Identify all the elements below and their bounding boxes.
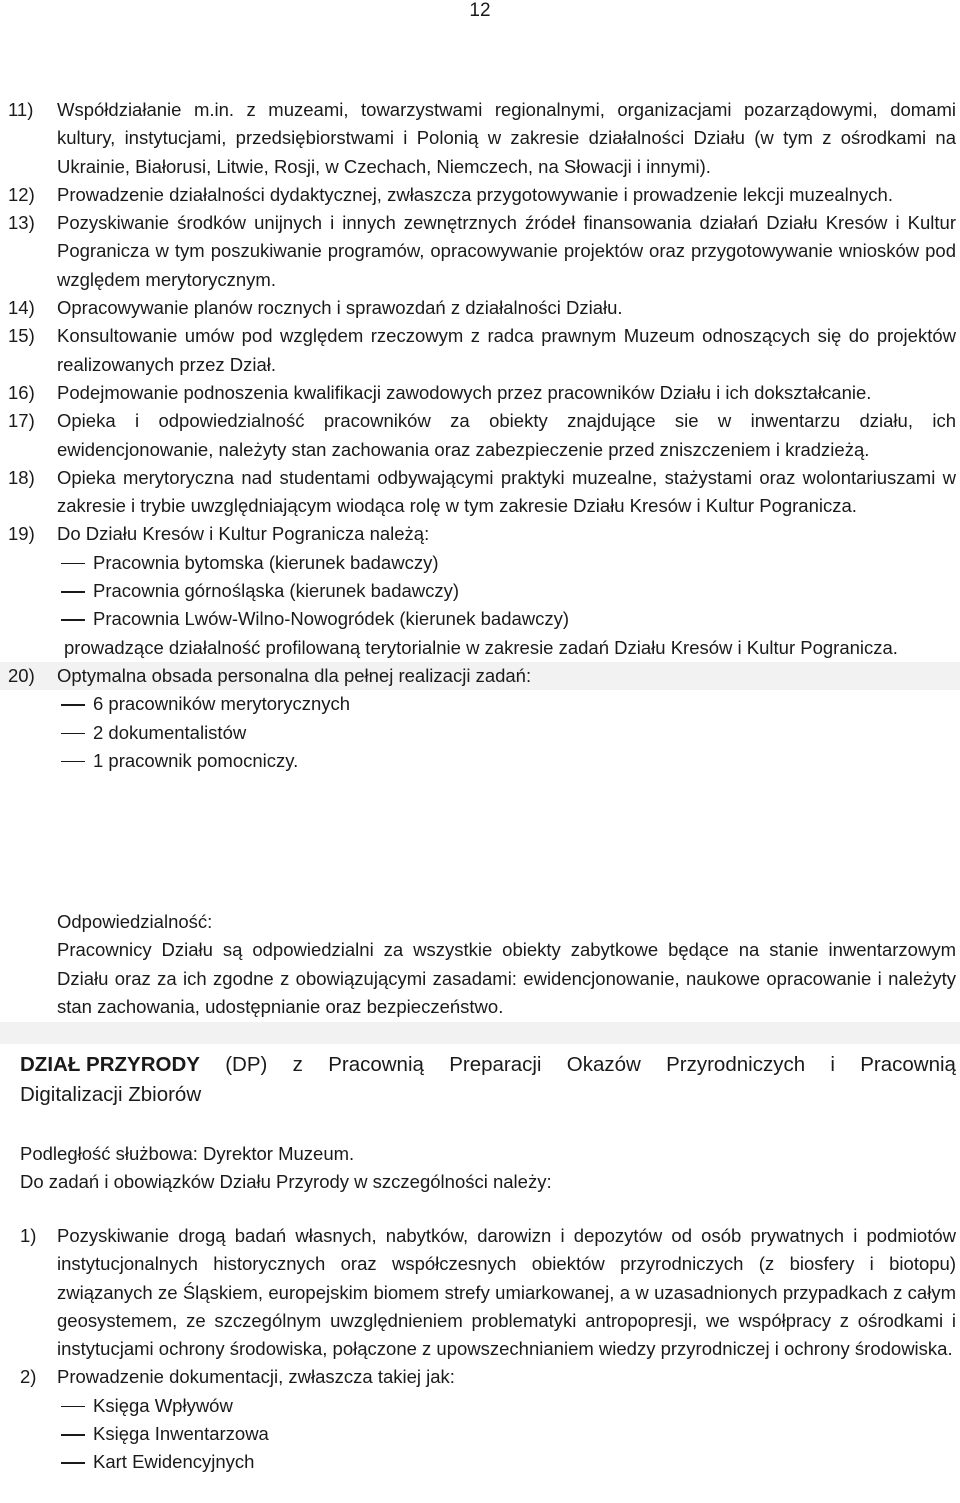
list-item — [0, 662, 960, 690]
item-number: 19) — [8, 523, 35, 545]
heading-word: Pracownią — [328, 1053, 424, 1076]
shaded-band — [0, 1022, 960, 1044]
list-item — [0, 464, 960, 521]
heading-word: (DP) — [225, 1053, 268, 1076]
heading-line-1 — [20, 1050, 956, 1080]
heading-word: z — [292, 1053, 303, 1076]
list-item — [0, 96, 960, 181]
item-text: Prowadzenie działalności dydaktycznej, zwłaszcza przygotowywanie i prowadzenie lekcji muzealnych. — [57, 183, 893, 205]
item-number: 2) — [20, 1366, 37, 1388]
item-continuation: prowadzące działalność profilowaną terytorialnie w zakresie zadań Działu Kresów i Kultur Pogranicza. — [64, 636, 898, 658]
item-text: Pozyskiwanie środków unijnych i innych zewnętrznych źródeł finansowania działań Działu Kresów i Kultur Pogranicza w tym poszukiwanie programów, opracowywanie projektów oraz przygotowywanie wniosków pod względem merytorycznym. — [57, 212, 956, 290]
responsibility-text: Pracownicy Działu są odpowiedzialni za wszystkie obiekty zabytkowe będące na stanie inwentarzowym Działu oraz za ich zgodne z obowiązującymi zasadami: ewidencjonowanie, naukowe opracowanie i należyty stan zachowania, udostępnianie oraz bezpieczeństwo. — [57, 939, 956, 1017]
heading-line-2: Digitalizacji Zbiorów — [20, 1083, 202, 1106]
item-number: 11) — [8, 99, 34, 120]
item-number: 13) — [8, 212, 35, 234]
sub-list-item: Księga Wpływów — [0, 1392, 960, 1420]
item-number: 17) — [8, 410, 35, 432]
responsibility-label: Odpowiedzialność: — [57, 911, 213, 932]
list-item — [0, 407, 960, 464]
item-text: Opieka merytoryczna nad studentami odbywającymi praktyki muzealne, stażystami oraz wolontariuszami w zakresie i trybie uwzględniającym wiodąca rolę w tym zakresie Działu Kresów i Kultur Pogranicza. — [57, 466, 956, 517]
page-number: 12 — [469, 0, 491, 21]
list-item — [0, 379, 960, 407]
item-text: Optymalna obsada personalna dla pełnej realizacji zadań: — [57, 664, 532, 686]
sub-list-item: 6 pracowników merytorycznych — [0, 690, 960, 718]
item-text: Do Działu Kresów i Kultur Pogranicza należą: — [57, 523, 430, 545]
sub-list-item: Księga Inwentarzowa — [0, 1420, 960, 1448]
sub-list-item: Pracownia bytomska (kierunek badawczy) — [0, 549, 960, 577]
section-tasks-continued — [0, 96, 960, 775]
list-item — [0, 209, 960, 294]
item-number: 15) — [8, 325, 35, 347]
sub-list-item: 1 pracownik pomocniczy. — [0, 747, 960, 775]
responsibility-section — [0, 908, 960, 1021]
item-number: 1) — [20, 1225, 37, 1246]
heading-word: Preparacji — [449, 1053, 542, 1076]
item-text: Prowadzenie dokumentacji, zwłaszcza takiej jak: — [57, 1366, 455, 1388]
heading-word: Przyrodniczych — [666, 1053, 806, 1076]
list-item — [0, 294, 960, 322]
sub-list-item: Pracownia górnośląska (kierunek badawczy) — [0, 577, 960, 605]
item-number: 16) — [8, 381, 35, 403]
section-dp-tasks — [0, 1222, 960, 1477]
item-number: 14) — [8, 297, 35, 319]
duties-intro: Do zadań i obowiązków Działu Przyrody w szczególności należy: — [20, 1171, 552, 1193]
list-item — [0, 1222, 960, 1363]
sub-list-item: Pracownia Lwów-Wilno-Nowogródek (kierunek badawczy) — [0, 605, 960, 633]
item-number: 18) — [8, 466, 35, 488]
list-item — [0, 322, 960, 379]
heading-word: Okazów — [566, 1053, 641, 1076]
item-text: Opieka i odpowiedzialność pracowników za obiekty znajdujące sie w inwentarzu działu, ich ewidencjonowanie, należyty stan zachowania oraz zabezpieczenie przed zniszczeniem i kradzieżą. — [57, 410, 956, 460]
list-item — [0, 520, 960, 548]
item-text: Konsultowanie umów pod względem rzeczowym z radca prawnym Muzeum odnoszących się do projektów realizowanych przez Dział. — [57, 325, 956, 375]
item-number: 12) — [8, 183, 35, 205]
section-heading — [20, 1050, 956, 1110]
item-text: Podejmowanie podnoszenia kwalifikacji zawodowych przez pracowników Działu i ich dokształcanie. — [57, 381, 872, 403]
list-item — [0, 1363, 960, 1391]
heading-bold: DZIAŁ PRZYRODY — [20, 1053, 200, 1076]
heading-word: i — [830, 1053, 835, 1076]
sub-list-item: Kart Ewidencyjnych — [0, 1448, 960, 1476]
item-text: Współdziałanie m.in. z muzeami, towarzystwami regionalnymi, organizacjami pozarządowymi, domami kultury, instytucjami, przedsiębiorstwami i Polonią w zakresie działalności Działu (w tym z ośrodkami na Ukrainie, Białorusi, Litwie, Rosji, w Czechach, Niemczech, na Słowacji i innymi). — [57, 99, 956, 177]
item-text: Pozyskiwanie drogą badań własnych, nabytków, darowizn i depozytów od osób prywatnych i podmiotów instytucjonalnych historycznych oraz współczesnych obiektów przyrodniczych (z biosfery i biotopu) związanych ze Śląskiem, europejskim biomem strefy umiarkowanej, a w uzasadnionych przypadkach z całym geosystemem, ze szczególnym uwzględnieniem problematyki antropopresji, we współpracy z ośrodkami i instytucjami ochrony środowiska, połączone z upowszechnianiem wiedzy przyrodniczej i ochrony środowiska. — [57, 1225, 956, 1360]
list-item — [0, 181, 960, 209]
item-number: 20) — [8, 664, 35, 686]
sub-list-item: 2 dokumentalistów — [0, 719, 960, 747]
heading-word: Pracownią — [860, 1053, 956, 1076]
subordination-text: Podległość służbowa: Dyrektor Muzeum. — [20, 1143, 355, 1164]
item-text: Opracowywanie planów rocznych i sprawozdań z działalności Działu. — [57, 297, 623, 319]
subordination-section — [0, 1140, 960, 1197]
